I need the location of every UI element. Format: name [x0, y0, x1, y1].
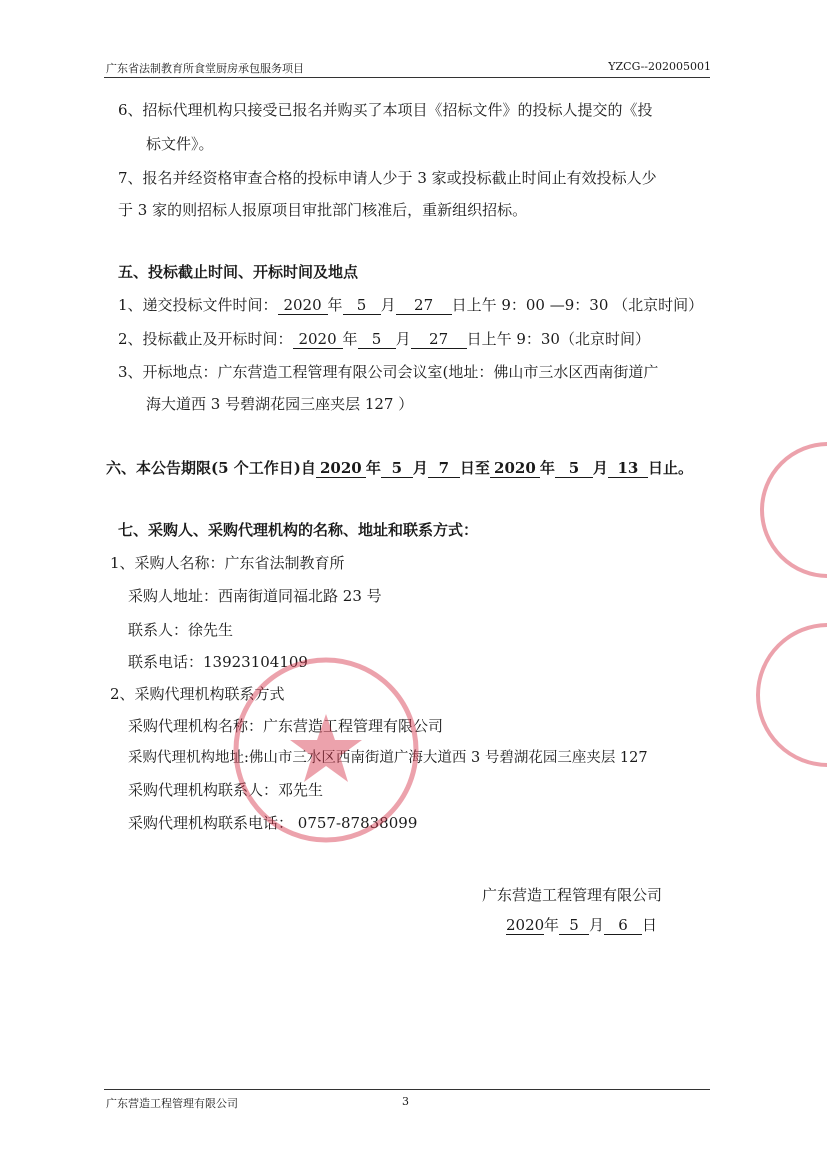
- deadline-time-prefix: 2、投标截止及开标时间：: [118, 330, 293, 348]
- opening-location-line-1: 3、开标地点：广东营造工程管理有限公司会议室(地址：佛山市三水区西南街道广: [118, 363, 659, 381]
- signature-year: 2020: [506, 916, 545, 934]
- day-end-label: 日止。: [647, 459, 693, 477]
- period-start-month: 5: [381, 459, 413, 478]
- header-project-title: 广东省法制教育所食堂厨房承包服务项目: [106, 62, 304, 75]
- partial-seal-top-icon: [718, 440, 827, 580]
- purchaser-address: 采购人地址：西南街道同福北路 23 号: [128, 587, 382, 605]
- signature-company: 广东营造工程管理有限公司: [482, 886, 663, 904]
- agency-phone: 采购代理机构联系电话： 0757-87838099: [128, 814, 418, 832]
- deadline-year: 2020: [293, 330, 343, 349]
- month-label: 月: [395, 330, 411, 348]
- item-6-line-1: 6、招标代理机构只接受已报名并购买了本项目《招标文件》的投标人提交的《投: [118, 101, 653, 119]
- deadline-time-line: [118, 329, 650, 349]
- submission-time-line: [118, 295, 703, 315]
- item-6-line-2: 标文件》。: [146, 135, 214, 153]
- header-project-code: YZCG--202005001: [608, 60, 711, 73]
- footer-company: 广东营造工程管理有限公司: [106, 1097, 238, 1110]
- submission-time-suffix: 日上午 9：00 —9：30 （北京时间）: [451, 296, 704, 314]
- opening-location-line-2: 海大道西 3 号碧湖花园三座夹层 127 ）: [146, 395, 414, 413]
- section-7-heading: 七、采购人、采购代理机构的名称、地址和联系方式：: [118, 521, 479, 539]
- submission-year: 2020: [278, 296, 328, 315]
- day-to-label: 日至: [459, 459, 490, 477]
- purchaser-phone: 联系电话：13923104109: [128, 653, 308, 671]
- year-label: 年: [544, 916, 560, 934]
- section-5-heading: 五、投标截止时间、开标时间及地点: [118, 263, 359, 281]
- month-label: 月: [589, 916, 605, 934]
- signature-month: 5: [559, 916, 589, 935]
- announcement-period-prefix: 六、本公告期限(5 个工作日)自: [106, 459, 316, 477]
- announcement-period-line: [106, 458, 693, 478]
- deadline-day: 27: [411, 330, 467, 349]
- month-label: 月: [380, 296, 396, 314]
- deadline-month: 5: [358, 330, 396, 349]
- agency-heading: 2、采购代理机构联系方式: [110, 685, 285, 703]
- submission-month: 5: [343, 296, 381, 315]
- period-end-month: 5: [555, 459, 593, 478]
- month-label: 月: [592, 459, 608, 477]
- partial-seal-bottom-icon: [718, 620, 827, 770]
- period-start-day: 7: [428, 459, 460, 478]
- year-label: 年: [342, 330, 358, 348]
- agency-address: 采购代理机构地址:佛山市三水区西南街道广海大道西 3 号碧湖花园三座夹层 127: [128, 750, 648, 766]
- agency-contact: 采购代理机构联系人：邓先生: [128, 781, 324, 799]
- deadline-time-suffix: 日上午 9：30（北京时间）: [466, 330, 650, 348]
- purchaser-contact: 联系人：徐先生: [128, 621, 234, 639]
- purchaser-name: 1、采购人名称：广东省法制教育所: [110, 554, 345, 572]
- signature-date: [506, 915, 657, 935]
- period-end-year: 2020: [490, 459, 540, 478]
- submission-time-prefix: 1、递交投标文件时间：: [118, 296, 278, 314]
- year-label: 年: [327, 296, 343, 314]
- footer-divider: [104, 1089, 710, 1090]
- item-7-line-2: 于 3 家的则招标人报原项目审批部门核准后，重新组织招标。: [118, 201, 528, 219]
- item-7-line-1: 7、报名并经资格审查合格的投标申请人少于 3 家或投标截止时间止有效投标人少: [118, 169, 657, 187]
- period-start-year: 2020: [316, 459, 366, 478]
- month-label: 月: [412, 459, 428, 477]
- year-label: 年: [539, 459, 555, 477]
- period-end-day: 13: [608, 459, 648, 478]
- page-number: 3: [402, 1095, 409, 1108]
- header-divider: [104, 77, 710, 78]
- day-label: 日: [642, 916, 658, 934]
- agency-name: 采购代理机构名称：广东营造工程管理有限公司: [128, 717, 444, 735]
- signature-day: 6: [604, 916, 642, 935]
- year-label: 年: [365, 459, 381, 477]
- submission-day: 27: [396, 296, 452, 315]
